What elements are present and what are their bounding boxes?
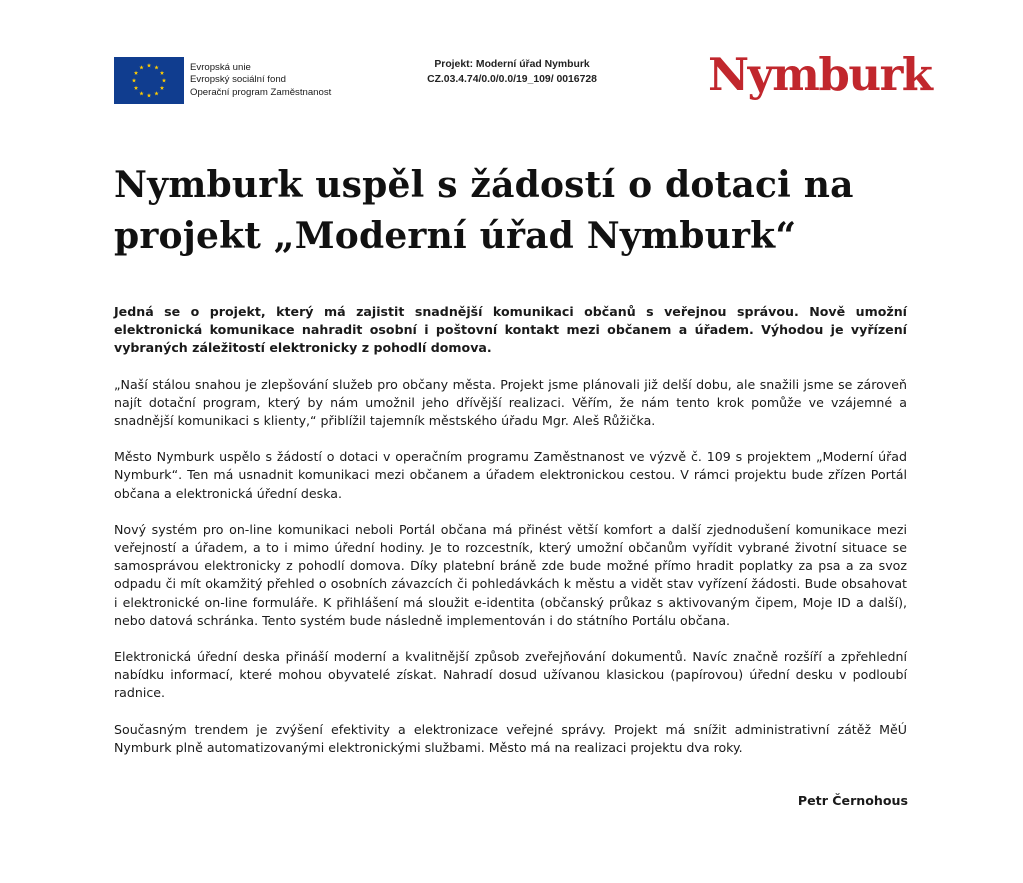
article-author: Petr Černohous	[797, 793, 908, 808]
eu-flag-icon	[114, 57, 184, 104]
article-lead: Jedná se o projekt, který má zajistit snadnější komunikaci občanů s veřejnou správou. Nově umožní elektronická komunikace nahradit osobní i poštovní kontakt mezi občanem a úřadem. Výhodou je vyřízení vybraných záležitostí elektronicky z pohodlí domova.	[114, 304, 907, 356]
eu-line-program: Operační program Zaměstnanost	[190, 86, 332, 98]
article-body	[114, 303, 907, 775]
headline-line-2: projekt „Moderní úřad Nymburk“	[114, 215, 797, 257]
article-paragraph: Město Nymburk uspělo s žádostí o dotaci v operačním programu Zaměstnanost ve výzvě č. 109 s projektem „Moderní úřad Nymburk“. Ten má usnadnit komunikaci mezi občanem a úřadem elektronickou cestou. V rámci projektu bude zřízen Portál občana a elektronická úřední deska.	[114, 449, 907, 501]
nymburk-logo: Nymburk	[708, 48, 932, 101]
eu-program-text	[190, 62, 331, 99]
project-info	[402, 57, 622, 87]
headline-line-1: Nymburk uspěl s žádostí o dotaci na	[114, 164, 854, 206]
eu-line-fund: Evropský sociální fond	[190, 74, 286, 86]
project-title: Projekt: Moderní úřad Nymburk	[434, 59, 590, 70]
article-headline	[114, 160, 914, 262]
article-paragraph: Elektronická úřední deska přináší moderní a kvalitnější způsob zveřejňování dokumentů. Navíc značně rozšíří a zpřehlední nabídku informací, které mohou obyvatelé získat. Nahradí dosud užívanou klasickou (papírovou) úřední desku v podloubí radnice.	[114, 649, 907, 701]
article-paragraph: Současným trendem je zvýšení efektivity a elektronizace veřejné správy. Projekt má snížit administrativní zátěž MěÚ Nymburk plně automatizovanými elektronickými službami. Město má na realizaci projektu dva roky.	[114, 721, 907, 755]
eu-line-union: Evropská unie	[190, 62, 251, 74]
article-paragraph: Nový systém pro on-line komunikaci neboli Portál občana má přinést větší komfort a další zjednodušení komunikace mezi veřejností a úřadem, a to i mimo úřední hodiny. Je to rozcestník, který umožní občanům vyřídit vybrané životní situace se samosprávou elektronicky z pohodlí domova. Díky platební bráně zde bude možné přímo hradit poplatky za psa a za svoz odpadu či mít okamžitý přehled o osobních závazcích či pohledávkách k městu a vidět stav vyřízení žádosti. Bude obsahovat i elektronické on-line formuláře. K přihlášení má sloužit e-identita (občanský průkaz s aktivovaným čipem, Moje ID a další), nebo datová schránka. Tento systém bude následně implementován i do státního Portálu občana.	[114, 521, 907, 628]
article-paragraph: „Naší stálou snahou je zlepšování služeb pro občany města. Projekt jsme plánovali již delší dobu, ale snažili jsme se zároveň najít dotační program, který by nám umožnil jeho dřívější realizaci. Věřím, že nám tento krok pomůže ve vzájemné a snadnější komunikaci s klienty,“ přiblížil tajemník městského úřadu Mgr. Aleš Růžička.	[114, 376, 907, 429]
eu-logo-block	[114, 57, 331, 104]
project-code: CZ.03.4.74/0.0/0.0/19_109/ 0016728	[427, 74, 597, 85]
